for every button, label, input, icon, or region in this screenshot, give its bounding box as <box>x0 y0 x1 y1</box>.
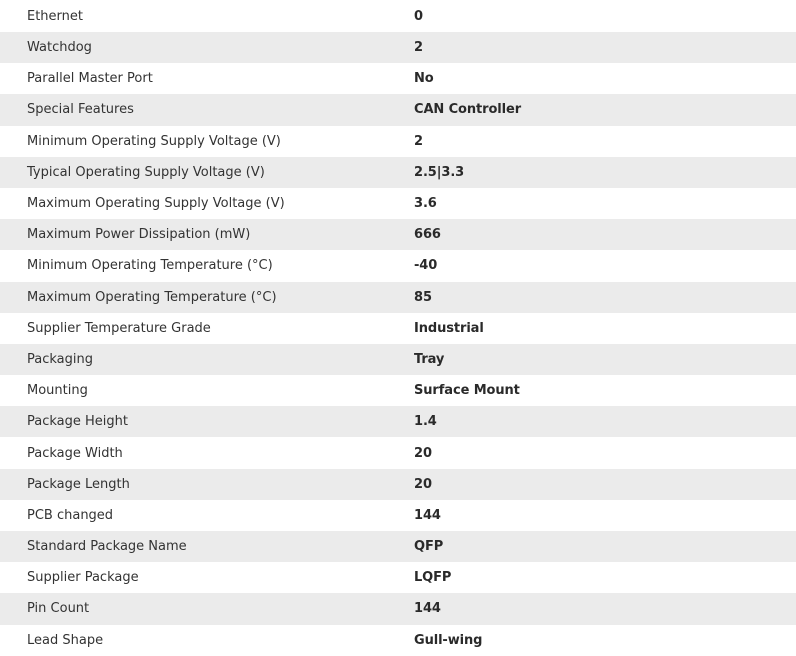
spec-name: Watchdog <box>27 40 92 56</box>
spec-value: 2 <box>414 40 423 56</box>
spec-row-max-operating-temperature <box>0 282 796 313</box>
spec-value: 144 <box>414 507 441 523</box>
spec-row-supplier-temperature-grade <box>0 313 796 344</box>
spec-name: Package Width <box>27 445 123 461</box>
spec-value: Gull-wing <box>414 632 483 648</box>
spec-value: Tray <box>414 351 445 367</box>
spec-row-parallel-master-port <box>0 63 796 94</box>
spec-name: Maximum Operating Supply Voltage (V) <box>27 196 285 212</box>
spec-row-package-width <box>0 437 796 468</box>
spec-name: Supplier Temperature Grade <box>27 320 211 336</box>
spec-value: 2 <box>414 133 423 149</box>
spec-value: 1.4 <box>414 414 437 430</box>
spec-row-watchdog <box>0 32 796 63</box>
spec-row-packaging <box>0 344 796 375</box>
spec-row-mounting <box>0 375 796 406</box>
spec-name: Package Length <box>27 476 130 492</box>
spec-name: Packaging <box>27 351 93 367</box>
spec-row-ethernet <box>0 0 796 32</box>
spec-value: 2.5|3.3 <box>414 164 465 180</box>
spec-name: Maximum Operating Temperature (°C) <box>27 289 277 305</box>
spec-name: Minimum Operating Supply Voltage (V) <box>27 133 281 149</box>
spec-value: 3.6 <box>414 196 437 212</box>
spec-row-max-supply-voltage <box>0 188 796 219</box>
spec-name: Standard Package Name <box>27 539 187 555</box>
spec-name: PCB changed <box>27 507 114 523</box>
spec-name: Typical Operating Supply Voltage (V) <box>27 164 265 180</box>
spec-name: Special Features <box>27 102 134 118</box>
spec-name: Mounting <box>27 383 88 399</box>
spec-row-pcb-changed <box>0 500 796 531</box>
spec-row-pin-count <box>0 593 796 624</box>
spec-name: Maximum Power Dissipation (mW) <box>27 227 251 243</box>
spec-value: 144 <box>414 601 441 617</box>
spec-row-typical-supply-voltage <box>0 157 796 188</box>
spec-value: Industrial <box>414 320 484 336</box>
spec-name: Minimum Operating Temperature (°C) <box>27 258 273 274</box>
spec-value: No <box>414 71 434 87</box>
spec-row-lead-shape <box>0 625 796 656</box>
spec-value: 20 <box>414 476 432 492</box>
spec-value: LQFP <box>414 570 452 586</box>
spec-row-min-supply-voltage <box>0 126 796 157</box>
spec-value: 0 <box>414 8 423 24</box>
spec-name: Lead Shape <box>27 632 104 648</box>
spec-name: Pin Count <box>27 601 90 617</box>
spec-value: -40 <box>414 258 438 274</box>
spec-name: Package Height <box>27 414 128 430</box>
spec-value: QFP <box>414 539 444 555</box>
spec-row-standard-package-name <box>0 531 796 562</box>
spec-value: 666 <box>414 227 441 243</box>
spec-row-package-height <box>0 406 796 437</box>
spec-row-max-power-dissipation <box>0 219 796 250</box>
spec-row-min-operating-temperature <box>0 250 796 281</box>
spec-name: Supplier Package <box>27 570 139 586</box>
spec-name: Ethernet <box>27 8 83 24</box>
spec-value: CAN Controller <box>414 102 522 118</box>
spec-row-supplier-package <box>0 562 796 593</box>
spec-value: 85 <box>414 289 432 305</box>
spec-row-special-features <box>0 94 796 125</box>
spec-name: Parallel Master Port <box>27 71 153 87</box>
spec-value: Surface Mount <box>414 383 520 399</box>
spec-row-package-length <box>0 469 796 500</box>
spec-value: 20 <box>414 445 432 461</box>
